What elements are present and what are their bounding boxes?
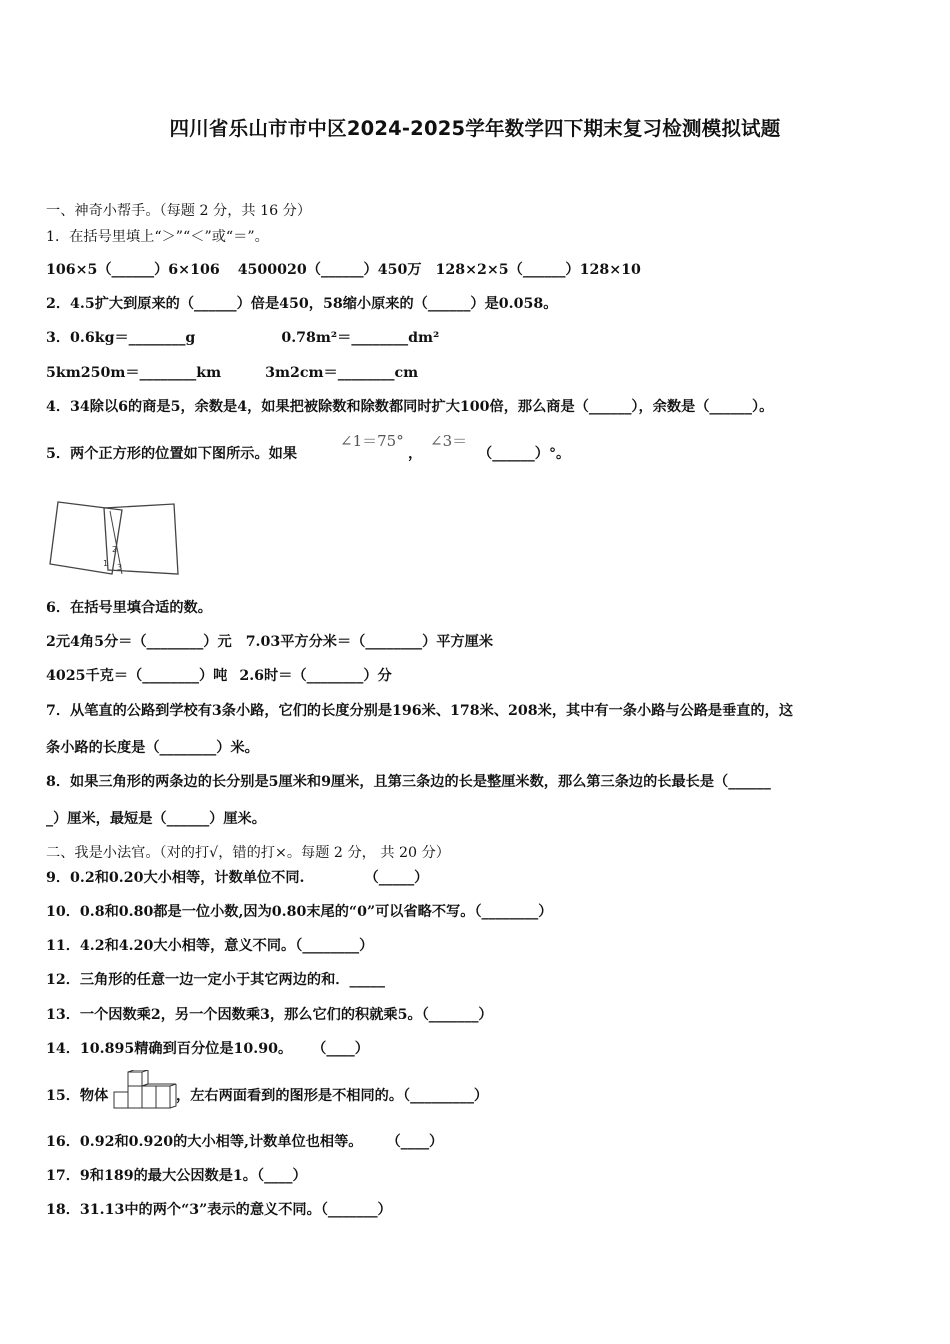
question-13: 13．一个因数乘2，另一个因数乘3，那么它们的积就乘5。（_______） — [46, 1007, 493, 1023]
question-1-items — [46, 261, 641, 279]
question-9 — [46, 869, 428, 887]
section1-heading: 一、神奇小帮手。（每题 2 分，共 16 分） — [46, 203, 312, 219]
question-16-text: 16．0.92和0.920的大小相等,计数单位也相等。 — [46, 1134, 363, 1150]
question-18: 18．31.13中的两个“3”表示的意义不同。（_______） — [46, 1202, 392, 1218]
question-2: 2．4.5扩大到原来的（______）倍是450，58缩小原来的（______）是0.058。 — [46, 296, 558, 312]
question-17: 17．9和189的最大公因数是1。（____） — [46, 1168, 307, 1184]
section2-heading: 二、我是小法官。（对的打√，错的打×。每题 2 分， 共 20 分） — [46, 845, 450, 861]
question-14-blank: （____） — [312, 1041, 369, 1057]
figure-label-2: 2 — [112, 545, 118, 554]
question-9-text: 9．0.2和0.20大小相等，计数单位不同. — [46, 870, 305, 886]
question-15-pre: 15．物体 — [46, 1088, 109, 1104]
question-10: 10．0.8和0.80都是一位小数,因为0.80末尾的“0”可以省略不写。（________） — [46, 904, 553, 920]
question-6-item-d: 2.6时＝（________）分 — [239, 668, 392, 684]
question-11: 11．4.2和4.20大小相等，意义不同。（________） — [46, 938, 374, 954]
question-1-item-a: 106×5（______）6×106 — [46, 262, 220, 278]
question-16-blank: （____） — [386, 1134, 444, 1150]
question-3-row2 — [46, 364, 418, 382]
question-6-item-a: 2元4角5分＝（________）元 — [46, 634, 232, 650]
question-9-blank: （_____） — [364, 870, 429, 886]
question-14-text: 14．10.895精确到百分位是10.90。 — [46, 1041, 293, 1057]
page-title: 四川省乐山市市中区2024-2025学年数学四下期末复习检测模拟试题 — [169, 117, 781, 140]
two-squares-figure — [46, 498, 184, 578]
cube-stack-figure — [110, 1070, 178, 1112]
question-6-item-b: 7.03平方分米＝（________）平方厘米 — [245, 634, 494, 650]
question-1-item-c: 128×2×5（______）128×10 — [435, 262, 641, 278]
question-6: 6．在括号里填合适的数。 — [46, 600, 212, 616]
question-5-pre: 5．两个正方形的位置如下图所示。如果 — [46, 446, 298, 462]
question-3-item-d: 3m2cm＝________cm — [265, 365, 419, 381]
question-5-comma: ， — [408, 446, 423, 462]
question-7-line2: 条小路的长度是（________）米。 — [46, 740, 259, 756]
question-3-item-c: 5km250m＝________km — [46, 365, 222, 381]
question-1: 1．在括号里填上“＞”“＜”或“＝”。 — [46, 229, 269, 245]
angle-1-formula: ∠1＝75° — [340, 432, 404, 450]
question-6-item-c: 4025千克＝（________）吨 — [46, 668, 228, 684]
angle-3-formula: ∠3＝ — [430, 432, 468, 450]
question-4: 4．34除以6的商是5，余数是4，如果把被除数和除数都同时扩大100倍，那么商是（______），余数是（______）。 — [46, 399, 774, 415]
question-3-item-a: 3．0.6kg＝________g — [46, 330, 196, 346]
figure-label-1: 1 — [103, 559, 109, 568]
figure-label-3: 3 — [117, 563, 123, 572]
question-3-item-b: 0.78m²＝________dm² — [281, 330, 440, 346]
question-5-post: （______）°。 — [478, 446, 571, 462]
question-3-row1 — [46, 329, 439, 347]
question-6-row2 — [46, 667, 392, 685]
question-16 — [46, 1133, 443, 1151]
question-7-line1: 7．从笔直的公路到学校有3条小路，它们的长度分别是196米、178米、208米，其中有一条小路与公路是垂直的，这 — [46, 703, 794, 719]
question-14 — [46, 1040, 369, 1058]
question-8-line1: 8．如果三角形的两条边的长分别是5厘米和9厘米，且第三条边的长是整厘米数，那么第三条边的长最长是（______ — [46, 774, 771, 790]
question-8-line2: _）厘米，最短是（______）厘米。 — [46, 811, 266, 827]
question-1-item-b: 4500020（______）450万 — [237, 262, 422, 278]
question-15-post: ，左右两面看到的图形是不相同的。（_________） — [176, 1088, 489, 1104]
question-6-row1 — [46, 633, 493, 651]
question-12: 12．三角形的任意一边一定小于其它两边的和．_____ — [46, 972, 385, 988]
